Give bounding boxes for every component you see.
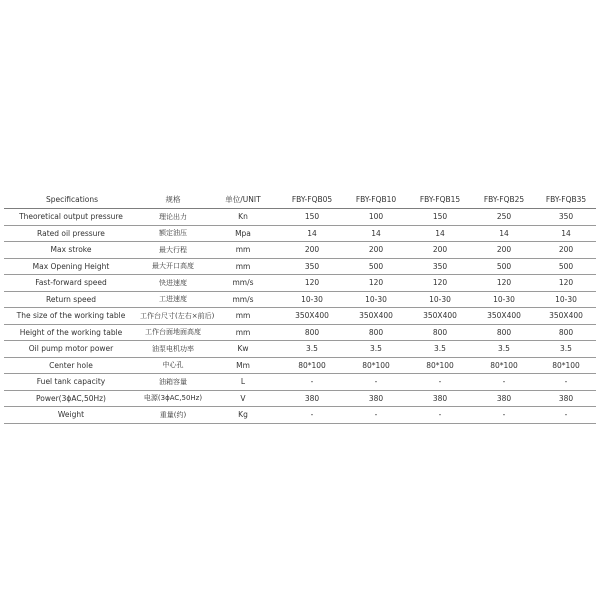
value-fqb10: 200: [344, 242, 408, 259]
header-row: [4, 190, 596, 209]
spec-name-cn: 中心孔: [140, 357, 206, 374]
unit-cell: Mpa: [206, 225, 280, 242]
spec-name-cn: 电源(3ϕAC,50Hz): [140, 390, 206, 407]
table-row: [4, 374, 596, 391]
value-fqb15: -: [408, 407, 472, 424]
value-fqb15: 3.5: [408, 341, 472, 358]
value-fqb25: 200: [472, 242, 536, 259]
value-fqb10: 14: [344, 225, 408, 242]
spec-name-cn: 最大行程: [140, 242, 206, 259]
spec-name-cn: 快进速度: [140, 275, 206, 292]
spec-name-cn: 理论出力: [140, 209, 206, 226]
value-fqb35: 200: [536, 242, 596, 259]
value-fqb25: 80*100: [472, 357, 536, 374]
unit-cell: mm: [206, 258, 280, 275]
spec-name-cn: 油箱容量: [140, 374, 206, 391]
value-fqb25: 10-30: [472, 291, 536, 308]
table-row: [4, 258, 596, 275]
specifications-table: [4, 190, 596, 424]
value-fqb35: 350: [536, 209, 596, 226]
spec-name-en: Fuel tank capacity: [4, 374, 140, 391]
value-fqb10: 120: [344, 275, 408, 292]
unit-cell: L: [206, 374, 280, 391]
value-fqb10: -: [344, 407, 408, 424]
value-fqb10: 80*100: [344, 357, 408, 374]
header-model-fqb15: FBY-FQB15: [408, 190, 472, 209]
unit-cell: V: [206, 390, 280, 407]
header-specifications: Specifications: [4, 190, 140, 209]
value-fqb35: 800: [536, 324, 596, 341]
header-model-fqb35: FBY-FQB35: [536, 190, 596, 209]
value-fqb35: -: [536, 374, 596, 391]
unit-cell: mm/s: [206, 291, 280, 308]
value-fqb10: 10-30: [344, 291, 408, 308]
spec-name-cn: 额定油压: [140, 225, 206, 242]
value-fqb25: 120: [472, 275, 536, 292]
value-fqb15: 10-30: [408, 291, 472, 308]
unit-cell: mm: [206, 308, 280, 325]
value-fqb10: 800: [344, 324, 408, 341]
value-fqb25: 3.5: [472, 341, 536, 358]
spec-name-cn: 最大开口高度: [140, 258, 206, 275]
table-row: [4, 209, 596, 226]
table-body: [4, 209, 596, 424]
spec-name-en: Return speed: [4, 291, 140, 308]
value-fqb10: 350X400: [344, 308, 408, 325]
value-fqb35: 14: [536, 225, 596, 242]
value-fqb25: 500: [472, 258, 536, 275]
value-fqb35: 120: [536, 275, 596, 292]
header-model-fqb25: FBY-FQB25: [472, 190, 536, 209]
value-fqb05: 800: [280, 324, 344, 341]
value-fqb15: 150: [408, 209, 472, 226]
value-fqb15: 200: [408, 242, 472, 259]
value-fqb05: 350X400: [280, 308, 344, 325]
value-fqb25: 380: [472, 390, 536, 407]
value-fqb15: -: [408, 374, 472, 391]
value-fqb25: -: [472, 407, 536, 424]
spec-name-cn: 重量(约): [140, 407, 206, 424]
value-fqb15: 800: [408, 324, 472, 341]
table-row: [4, 341, 596, 358]
value-fqb15: 350X400: [408, 308, 472, 325]
value-fqb25: 800: [472, 324, 536, 341]
spec-name-en: Power(3ϕAC,50Hz): [4, 390, 140, 407]
table-row: [4, 308, 596, 325]
value-fqb15: 120: [408, 275, 472, 292]
unit-cell: Kw: [206, 341, 280, 358]
table-row: [4, 242, 596, 259]
spec-name-cn: 工进速度: [140, 291, 206, 308]
spec-name-en: Max Opening Height: [4, 258, 140, 275]
unit-cell: mm: [206, 242, 280, 259]
value-fqb25: -: [472, 374, 536, 391]
value-fqb05: 120: [280, 275, 344, 292]
header-model-fqb05: FBY-FQB05: [280, 190, 344, 209]
value-fqb05: 150: [280, 209, 344, 226]
unit-cell: mm/s: [206, 275, 280, 292]
value-fqb35: -: [536, 407, 596, 424]
value-fqb05: 350: [280, 258, 344, 275]
value-fqb15: 80*100: [408, 357, 472, 374]
table-header: [4, 190, 596, 209]
table-row: [4, 225, 596, 242]
value-fqb05: 200: [280, 242, 344, 259]
value-fqb05: -: [280, 374, 344, 391]
spec-name-en: Height of the working table: [4, 324, 140, 341]
value-fqb05: 80*100: [280, 357, 344, 374]
value-fqb10: 100: [344, 209, 408, 226]
value-fqb15: 380: [408, 390, 472, 407]
spec-name-en: Center hole: [4, 357, 140, 374]
value-fqb05: 3.5: [280, 341, 344, 358]
spec-name-cn: 工作台面地面高度: [140, 324, 206, 341]
value-fqb35: 10-30: [536, 291, 596, 308]
spec-name-cn: 油泵电机功率: [140, 341, 206, 358]
table-row: [4, 324, 596, 341]
spec-name-en: Rated oil pressure: [4, 225, 140, 242]
value-fqb05: -: [280, 407, 344, 424]
table-row: [4, 275, 596, 292]
value-fqb15: 14: [408, 225, 472, 242]
value-fqb35: 3.5: [536, 341, 596, 358]
value-fqb10: -: [344, 374, 408, 391]
unit-cell: Mm: [206, 357, 280, 374]
unit-cell: mm: [206, 324, 280, 341]
spec-name-en: Max stroke: [4, 242, 140, 259]
spec-name-cn: 工作台尺寸(左右×前后): [140, 308, 206, 325]
table-row: [4, 291, 596, 308]
value-fqb10: 500: [344, 258, 408, 275]
value-fqb15: 350: [408, 258, 472, 275]
value-fqb25: 14: [472, 225, 536, 242]
spec-name-en: Fast-forward speed: [4, 275, 140, 292]
table-row: [4, 357, 596, 374]
value-fqb05: 14: [280, 225, 344, 242]
value-fqb35: 80*100: [536, 357, 596, 374]
value-fqb05: 10-30: [280, 291, 344, 308]
unit-cell: Kg: [206, 407, 280, 424]
value-fqb35: 380: [536, 390, 596, 407]
table-row: [4, 390, 596, 407]
spec-name-en: Oil pump motor power: [4, 341, 140, 358]
value-fqb35: 500: [536, 258, 596, 275]
value-fqb05: 380: [280, 390, 344, 407]
header-spec-cn: 规格: [140, 190, 206, 209]
spec-name-en: Weight: [4, 407, 140, 424]
spec-name-en: Theoretical output pressure: [4, 209, 140, 226]
table-row: [4, 407, 596, 424]
header-unit: 单位/UNIT: [206, 190, 280, 209]
value-fqb25: 350X400: [472, 308, 536, 325]
value-fqb25: 250: [472, 209, 536, 226]
unit-cell: Kn: [206, 209, 280, 226]
value-fqb10: 3.5: [344, 341, 408, 358]
header-model-fqb10: FBY-FQB10: [344, 190, 408, 209]
spec-name-en: The size of the working table: [4, 308, 140, 325]
value-fqb35: 350X400: [536, 308, 596, 325]
value-fqb10: 380: [344, 390, 408, 407]
